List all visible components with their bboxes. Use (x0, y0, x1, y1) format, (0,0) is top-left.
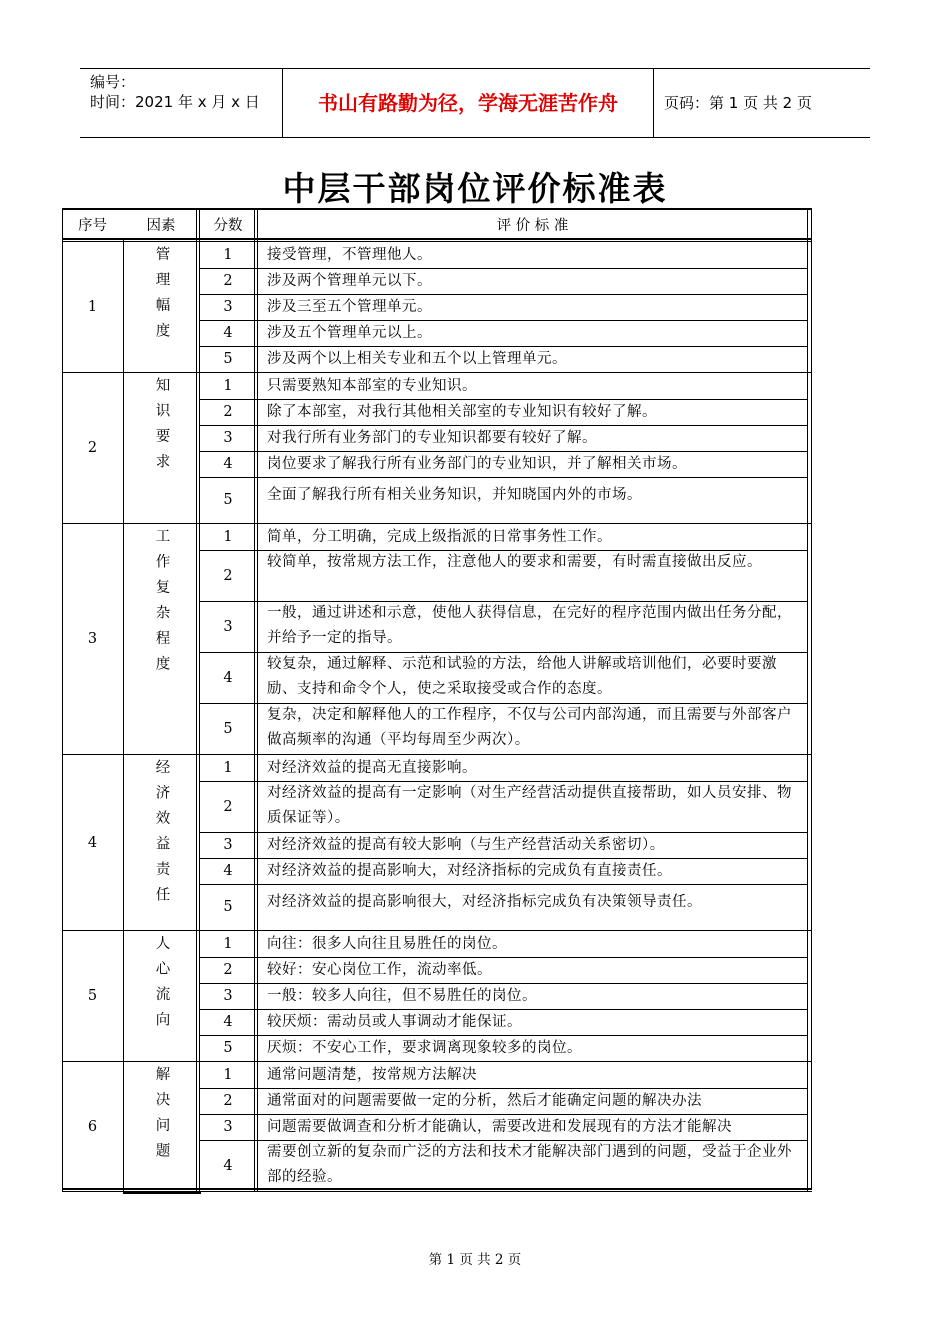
group-number: 1 (87, 299, 98, 315)
criteria-cell: 复杂，决定和解释他人的工作程序，不仅与公司内部沟通，而且需要与外部客户做高频率的沟通（平均每周至少两次）。 (267, 707, 792, 748)
group-number: 4 (87, 834, 98, 851)
score-cell: 1 (223, 936, 233, 952)
score-cell: 3 (223, 988, 233, 1004)
score-cell: 5 (223, 1040, 233, 1056)
score-cell: 2 (223, 798, 233, 815)
factor-label: 解决问题 (153, 1066, 170, 1168)
criteria-cell: 对经济效益的提高影响很大，对经济指标完成负有决策领导责任。 (267, 894, 702, 910)
factor-label: 管理幅度 (153, 246, 170, 348)
header-score: 分数 (213, 217, 243, 234)
document-header (80, 68, 870, 138)
score-cell: 1 (223, 1067, 233, 1083)
score-cell: 3 (223, 1119, 233, 1135)
criteria-cell: 问题需要做调查和分析才能确认，需要改进和发展现有的方法才能解决 (267, 1118, 732, 1135)
grid-line (62, 238, 812, 240)
criteria-cell: 对经济效益的提高影响大，对经济指标的完成负有直接责任。 (267, 862, 672, 879)
score-cell: 5 (223, 720, 233, 737)
criteria-cell: 岗位要求了解我行所有业务部门的专业知识，并了解相关市场。 (267, 455, 687, 472)
evaluation-table (62, 208, 812, 1190)
criteria-cell: 向往：很多人向往且易胜任的岗位。 (267, 935, 507, 952)
score-cell: 5 (223, 492, 233, 508)
criteria-cell: 对经济效益的提高无直接影响。 (267, 759, 477, 776)
criteria-cell: 涉及两个管理单元以下。 (267, 272, 432, 289)
criteria-cell: 除了本部室，对我行其他相关部室的专业知识有较好了解。 (267, 403, 657, 420)
header-seq: 序号 (78, 217, 107, 234)
header-meta (80, 69, 283, 137)
score-cell: 4 (223, 325, 233, 341)
criteria-cell: 全面了解我行所有相关业务知识，并知晓国内外的市场。 (267, 487, 642, 503)
header-motto: 书山有路勤为径，学海无涯苦作舟 (283, 69, 654, 137)
criteria-cell: 较复杂，通过解释、示范和试验的方法，给他人讲解或培训他们，必要时要激励、支持和命令个人，使之采取接受或合作的态度。 (267, 656, 777, 697)
score-cell: 2 (223, 273, 233, 289)
factor-label: 人心流向 (153, 935, 170, 1037)
score-cell: 2 (223, 962, 233, 978)
criteria-cell: 厌烦：不安心工作，要求调离现象较多的岗位。 (267, 1039, 582, 1056)
criteria-cell: 涉及三至五个管理单元。 (267, 298, 432, 315)
criteria-cell: 需要创立新的复杂而广泛的方法和技术才能解决部门遇到的问题，受益于企业外部的经验。 (267, 1144, 792, 1185)
score-cell: 4 (223, 669, 233, 686)
score-cell: 1 (223, 760, 233, 776)
grid-line (254, 208, 255, 1192)
grid-line (123, 1191, 201, 1194)
criteria-cell: 通常问题清楚，按常规方法解决 (267, 1066, 477, 1083)
grid-line (62, 208, 812, 210)
grid-line (199, 208, 200, 1192)
score-cell: 3 (223, 299, 233, 315)
score-cell: 2 (223, 404, 233, 420)
grid-line (807, 208, 808, 1192)
score-cell: 3 (223, 618, 233, 635)
criteria-cell: 简单，分工明确，完成上级指派的日常事务性工作。 (267, 528, 612, 545)
score-cell: 5 (223, 351, 233, 367)
criteria-cell: 接受管理，不管理他人。 (267, 246, 432, 263)
score-cell: 5 (223, 899, 233, 915)
number-label: 编号： (90, 73, 136, 91)
criteria-cell: 通常面对的问题需要做一定的分析，然后才能确定问题的解决办法 (267, 1092, 702, 1109)
grid-line (123, 240, 124, 1192)
group-number: 5 (87, 988, 98, 1004)
score-cell: 4 (223, 1157, 233, 1174)
criteria-cell: 涉及五个管理单元以上。 (267, 324, 432, 341)
score-cell: 4 (223, 863, 233, 879)
criteria-cell: 较简单，按常规方法工作，注意他人的要求和需要，有时需直接做出反应。 (267, 554, 762, 570)
criteria-cell: 涉及两个以上相关专业和五个以上管理单元。 (267, 350, 567, 367)
grid-line (196, 208, 197, 1192)
criteria-cell: 较好：安心岗位工作，流动率低。 (267, 961, 492, 978)
score-cell: 1 (223, 378, 233, 394)
criteria-cell: 较厌烦：需动员或人事调动才能保证。 (267, 1013, 522, 1030)
criteria-cell: 对我行所有业务部门的专业知识都要有较好了解。 (267, 429, 597, 446)
score-cell: 4 (223, 456, 233, 472)
score-cell: 4 (223, 1014, 233, 1030)
criteria-cell: 对经济效益的提高有一定影响（对生产经营活动提供直接帮助，如人员安排、物质保证等）。 (267, 785, 792, 826)
header-page-number: 页码：第 1 页 共 2 页 (664, 94, 812, 112)
score-cell: 1 (223, 529, 233, 545)
factor-label: 工作复杂程度 (153, 528, 170, 681)
score-cell: 1 (223, 247, 233, 263)
header-criteria: 评 价 标 准 (496, 217, 569, 234)
criteria-cell: 只需要熟知本部室的专业知识。 (267, 377, 477, 394)
group-number: 2 (87, 440, 98, 456)
page-footer: 第 1 页 共 2 页 (428, 1252, 522, 1268)
score-cell: 2 (223, 567, 233, 584)
grid-line (62, 208, 63, 1192)
group-number: 3 (87, 631, 98, 647)
criteria-cell: 一般，通过讲述和示意，使他人获得信息，在完好的程序范围内做出任务分配，并给予一定的指导。 (267, 605, 792, 646)
score-cell: 2 (223, 1093, 233, 1109)
factor-label: 经济效益责任 (153, 759, 170, 912)
score-cell: 3 (223, 430, 233, 446)
factor-label: 知识要求 (153, 377, 170, 479)
group-number: 6 (87, 1118, 98, 1135)
criteria-cell: 一般：较多人向往，但不易胜任的岗位。 (267, 987, 537, 1004)
header-factor: 因素 (146, 217, 176, 234)
date-label: 时间：2021 年 x 月 x 日 (90, 93, 260, 111)
criteria-cell: 对经济效益的提高有较大影响（与生产经营活动关系密切）。 (267, 836, 665, 853)
score-cell: 3 (223, 837, 233, 853)
page-title: 中层干部岗位评价标准表 (282, 169, 668, 208)
grid-line (257, 208, 258, 1192)
